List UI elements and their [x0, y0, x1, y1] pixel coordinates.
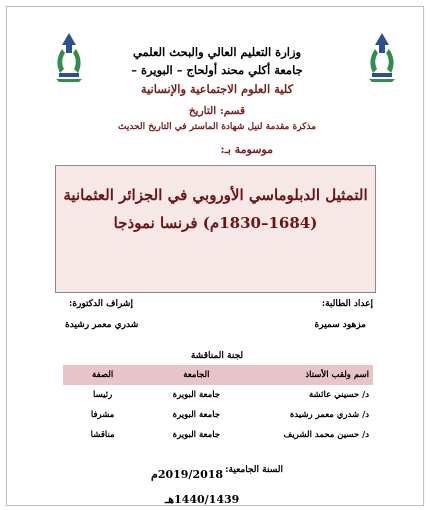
member-university: جامعة البويرة: [172, 430, 221, 440]
table-row: [63, 385, 373, 405]
table-row: [63, 405, 373, 425]
supervisor-label: إشراف الدكتورة:: [69, 299, 133, 309]
committee-table: [63, 365, 373, 445]
committee-title: لجنة المناقشة: [190, 351, 244, 361]
committee-header-row: [63, 365, 373, 385]
academic-year-hijri: 1440/1439هـ: [165, 493, 240, 506]
header-professor-name: اسم ولقب الأستاذ: [250, 365, 373, 385]
memo-note: مذكرة مقدمة لنيل شهادة الماستر في التاريخ الحديث: [117, 122, 317, 132]
table-row: [63, 425, 373, 445]
student-label: إعداد الطالبة:: [321, 299, 373, 309]
academic-year-gregorian: 2019/2018م: [151, 468, 224, 481]
university-logo-icon: [365, 31, 399, 83]
member-role: مناقشا: [90, 430, 115, 440]
thesis-title-line2: (1684–1830م) فرنسا نموذجا: [113, 214, 318, 232]
document-page: [6, 6, 424, 506]
header-university: الجامعة: [142, 365, 250, 385]
member-name: د/ حسين محمد الشريف: [283, 430, 369, 440]
thesis-title-line1: التمثيل الدبلوماسي الأوروبي في الجزائر العثمانية: [63, 186, 368, 204]
faculty-name: كلية العلوم الاجتماعية والإنسانية: [140, 82, 294, 96]
presented-label: موسومة بـ:: [220, 143, 273, 156]
thesis-title-box: [55, 165, 376, 293]
academic-year-label: السنة الجامعية:: [225, 465, 283, 475]
department-name: قسم: التاريخ: [188, 105, 246, 117]
supervisor-name: شدري معمر رشيدة: [65, 320, 139, 330]
member-name: د/ شدري معمر رشيدة: [289, 410, 369, 420]
member-name: د/ حسيني عائشة: [308, 390, 369, 400]
member-role: رئيسا: [93, 390, 113, 400]
ministry-name: وزارة التعليم العالي والبحث العلمي: [132, 45, 302, 59]
header-role: الصفة: [63, 365, 142, 385]
university-name: جامعة أكلي محند أولحاج – البويرة –: [131, 63, 303, 77]
student-name: مزهود سميرة: [314, 320, 366, 330]
member-university: جامعة البويرة: [172, 390, 221, 400]
member-university: جامعة البويرة: [172, 410, 221, 420]
member-role: مشرفا: [90, 410, 115, 420]
